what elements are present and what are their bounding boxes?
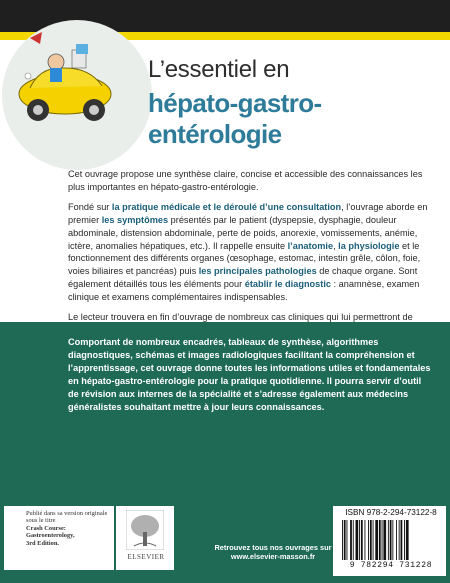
barcode-bar [399,520,400,560]
barcode-bar [401,520,403,560]
barcode-bar [392,520,393,560]
text-span: Fondé sur [68,201,112,212]
website-notice [208,543,338,561]
description [68,168,433,344]
barcode-bar [375,520,378,560]
paragraph-intro: Cet ouvrage propose une synthèse claire, concise et accessible des connaissances les plus importantes en hépato-gastro-entérologie. [68,169,423,192]
website-url: www.elsevier-masson.fr [230,552,316,561]
barcode-bar [388,520,389,560]
publisher-name: ELSEVIER [127,553,165,561]
text-span: , [333,240,339,251]
barcode-bar [406,520,409,560]
pub-line: 3rd Edition. [26,539,60,547]
barcode-bar [404,520,405,560]
pub-line: Gastroenterology, [26,532,75,540]
text-span: de chaque organe. Sont également détaillés tous les éléments pour [68,266,418,290]
website-line: Retrouvez tous nos ouvrages sur [214,543,332,552]
barcode-digits: 9 782294 731228 [349,561,433,570]
barcode-bar [368,520,369,560]
barcode-bar [361,520,363,560]
green-summary-text: Comportant de nombreux encadrés, tableaux de synthèse, algorithmes diagnostiques, schémas et images radiologiques facilitant la compréhension et l’apprentissage, cet ouvrage donne toutes les informations utiles et fondamentales en hépato-gastro-entérologie pour la pratique quotidienne. Il pourra servir d’outil de révision aux internes de la spécialité et s’adresse également aux médecins généralistes souhaitant mettre à jour leurs connaissances. [68,337,431,412]
text-span: présentés par le patient (dyspepsie, dysphagie, douleur abdominale, distension abdominale, perte de poids, anorexie, vomissements, anémie, ictère, anomalies hépatiques, etc.). Il rappelle ensuite [68,214,418,251]
barcode-bar [370,520,372,560]
barcode-bar [373,520,374,560]
barcode-bar [344,520,346,560]
paragraph-cases: Le lecteur trouvera en fin d’ouvrage de nombreux cas cliniques qui lui permettront de [68,312,413,323]
pub-line: Publié dans sa version originale [26,510,108,517]
barcode-bar [379,520,381,560]
text-span: et le fonctionnement des différents organes (œsophage, estomac, intestin grêle, côlon, foie, voies biliaires et pancréas) puis [68,240,421,277]
barcode-bar [365,520,366,560]
emphasis: les symptômes [101,214,169,225]
barcode-bar [353,520,354,560]
emphasis: la physiologie [338,240,400,251]
emphasis: les principales pathologies [198,266,317,277]
title-line-2: hépato-gastro-entérologie [148,88,322,149]
elsevier-tree-icon [126,510,164,550]
emphasis: l’anatomie [287,240,334,251]
barcode-bar [350,520,352,560]
barcode-bar [347,520,348,560]
barcode-bar [382,520,383,560]
title-line-1: L’essentiel en [148,56,290,83]
barcode-bar [356,520,359,560]
text-span: , l’ouvrage aborde en premier [68,201,428,225]
barcode-bar [383,520,386,560]
barcode-bar [342,520,343,560]
emphasis: établir le diagnostic [244,279,331,290]
isbn-label: ISBN 978-2-294-73122-8 [345,508,437,517]
car-cartoon-logo [10,28,120,133]
barcode-bar [390,520,392,560]
text-span: : anamnèse, examen clinique et examens complémentaires indispensables. [68,279,420,303]
emphasis: la pratique médicale et le déroulé d’une consultation [111,201,342,212]
paragraph-content [68,201,433,304]
pub-line: sous le titre [26,517,56,525]
original-publication-text [26,510,112,547]
barcode-bar [396,520,397,560]
barcode [340,520,440,560]
barcode-bar [359,520,360,560]
pub-line: Crash Course: [26,524,66,532]
